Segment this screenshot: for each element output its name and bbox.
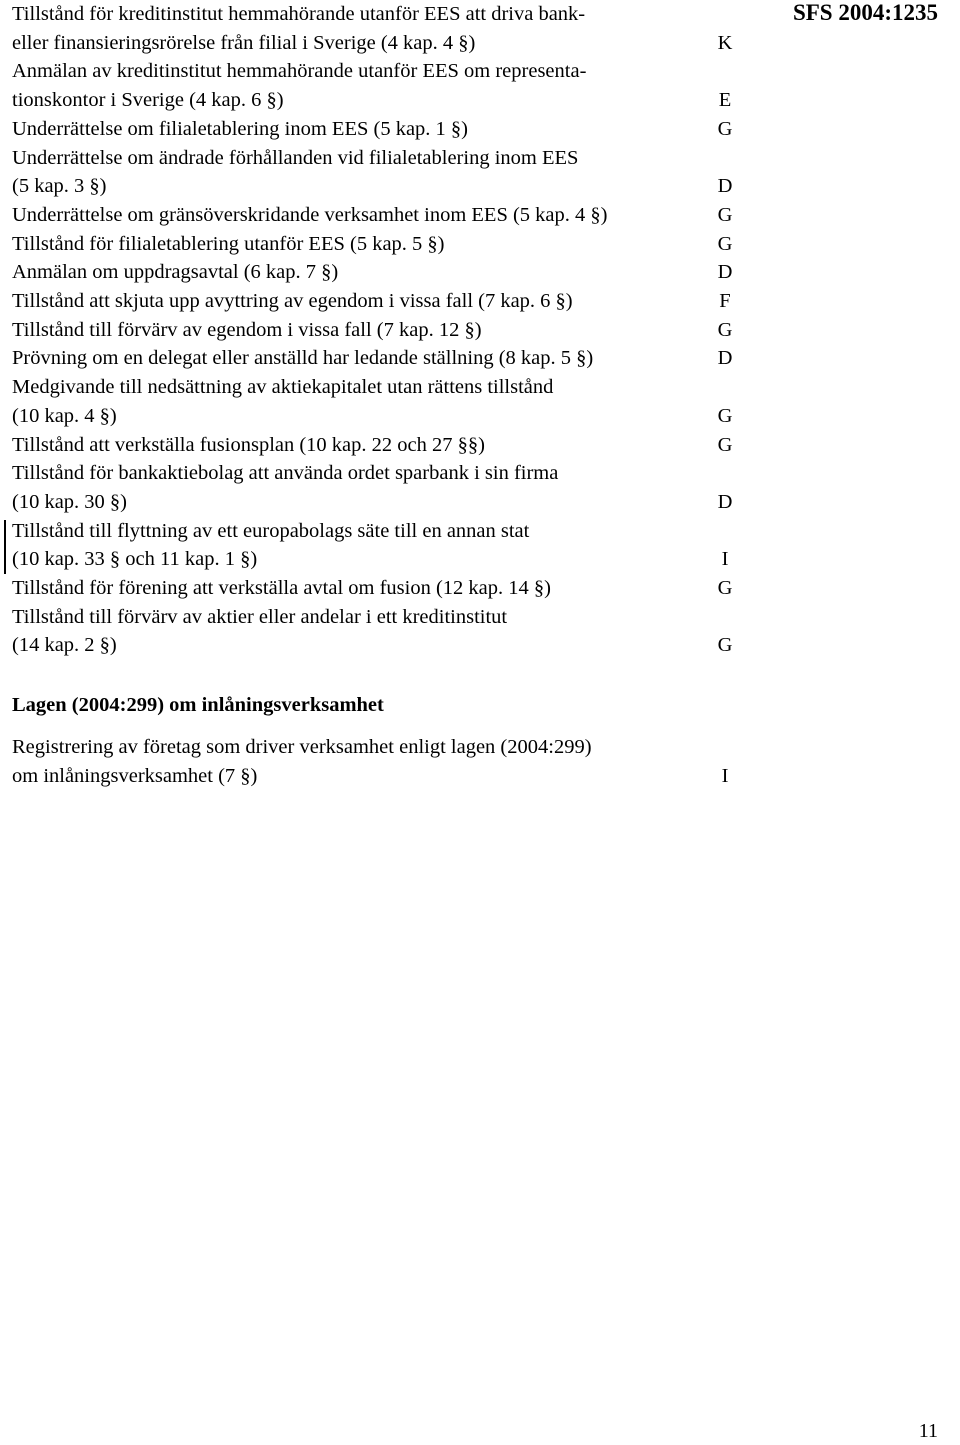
entry-text <box>12 144 702 201</box>
decision-code: K <box>717 31 733 54</box>
list-item <box>12 144 742 201</box>
decision-code: D <box>717 490 733 513</box>
entry-text <box>12 258 702 287</box>
entry-line: Anmälan om uppdragsavtal (6 kap. 7 §) <box>12 261 339 284</box>
entry-text <box>12 0 702 57</box>
list-item <box>12 517 742 574</box>
list-item <box>12 201 742 230</box>
entry-line: Underrättelse om gränsöverskridande verksamhet inom EES (5 kap. 4 §) <box>12 203 608 226</box>
entry-text <box>12 574 702 603</box>
list-item <box>12 603 742 660</box>
entry-text <box>12 115 702 144</box>
page-number: 11 <box>918 1420 938 1442</box>
list-item <box>12 574 742 603</box>
decision-code: G <box>717 117 733 140</box>
entry-line: om inlåningsverksamhet (7 §) <box>12 764 258 787</box>
document-body <box>12 0 742 791</box>
entry-line: Tillstånd för kreditinstitut hemmahörande utanför EES att driva bank- <box>12 3 586 25</box>
entry-text <box>12 344 702 373</box>
entry-line: (14 kap. 2 §) <box>12 634 117 657</box>
decision-code: G <box>717 404 733 427</box>
list-item <box>12 115 742 144</box>
entry-line: tionskontor i Sverige (4 kap. 6 §) <box>12 89 284 112</box>
entry-line: Tillstånd för filialetablering utanför EES (5 kap. 5 §) <box>12 232 445 255</box>
list-item <box>12 316 742 345</box>
entry-text <box>12 287 702 316</box>
decision-code: G <box>717 634 733 657</box>
decision-code: G <box>717 433 733 456</box>
list-item <box>12 57 742 114</box>
decision-code: G <box>717 577 733 600</box>
entry-line: Tillstånd att skjuta upp avyttring av egendom i vissa fall (7 kap. 6 §) <box>12 290 573 313</box>
entry-text <box>12 201 702 230</box>
decision-code: G <box>717 232 733 255</box>
decision-code: E <box>718 89 732 112</box>
sfs-number: SFS 2004:1235 <box>792 0 938 25</box>
list-item <box>12 373 742 430</box>
entry-text <box>12 603 702 660</box>
decision-code: D <box>717 175 733 198</box>
decision-code: F <box>719 290 731 313</box>
entry-text <box>12 459 702 516</box>
list-item <box>12 230 742 259</box>
list-item <box>12 258 742 287</box>
entry-line: Tillstånd till förvärv av aktier eller andelar i ett kreditinstitut <box>12 605 508 628</box>
decision-code: I <box>721 764 729 787</box>
registration-list <box>12 733 742 790</box>
entry-text <box>12 373 702 430</box>
entry-line: Anmälan av kreditinstitut hemmahörande utanför EES om representa- <box>12 60 587 83</box>
entry-line: Medgivande till nedsättning av aktiekapitalet utan rättens tillstånd <box>12 376 554 399</box>
section-heading: Lagen (2004:299) om inlåningsverksamhet <box>12 694 384 717</box>
decision-code: I <box>721 548 729 571</box>
entry-text <box>12 733 702 790</box>
list-item <box>12 287 742 316</box>
list-item <box>12 0 742 57</box>
entry-line: Tillstånd för förening att verkställa avtal om fusion (12 kap. 14 §) <box>12 577 551 600</box>
entry-line: Registrering av företag som driver verksamhet enligt lagen (2004:299) <box>12 736 592 759</box>
entry-line: Prövning om en delegat eller anställd har ledande ställning (8 kap. 5 §) <box>12 347 594 370</box>
entry-line: (10 kap. 33 § och 11 kap. 1 §) <box>12 548 258 571</box>
list-item <box>12 344 742 373</box>
entry-text <box>12 230 702 259</box>
entry-line: eller finansieringsrörelse från filial i Sverige (4 kap. 4 §) <box>12 31 476 54</box>
entry-line: Underrättelse om ändrade förhållanden vid filialetablering inom EES <box>12 146 579 169</box>
entry-line: (10 kap. 4 §) <box>12 404 117 427</box>
list-item <box>12 431 742 460</box>
entry-line: Tillstånd för bankaktiebolag att använda ordet sparbank i sin firma <box>12 462 559 485</box>
entry-line: Tillstånd till flyttning av ett europabolags säte till en annan stat <box>12 519 530 542</box>
entry-text <box>12 517 702 574</box>
entry-line: (10 kap. 30 §) <box>12 490 128 513</box>
entry-line: Tillstånd att verkställa fusionsplan (10 kap. 22 och 27 §§) <box>12 433 485 456</box>
list-item <box>12 733 742 790</box>
decision-code: G <box>717 318 733 341</box>
list-item <box>12 459 742 516</box>
decision-code: D <box>717 347 733 370</box>
entry-line: (5 kap. 3 §) <box>12 175 107 198</box>
entry-text <box>12 57 702 114</box>
entry-text <box>12 431 702 460</box>
permit-list <box>12 0 742 660</box>
decision-code: D <box>717 261 733 284</box>
entry-line: Tillstånd till förvärv av egendom i vissa fall (7 kap. 12 §) <box>12 318 482 341</box>
change-bar <box>4 520 6 574</box>
entry-text <box>12 316 702 345</box>
decision-code: G <box>717 203 733 226</box>
entry-line: Underrättelse om filialetablering inom EES (5 kap. 1 §) <box>12 117 468 140</box>
